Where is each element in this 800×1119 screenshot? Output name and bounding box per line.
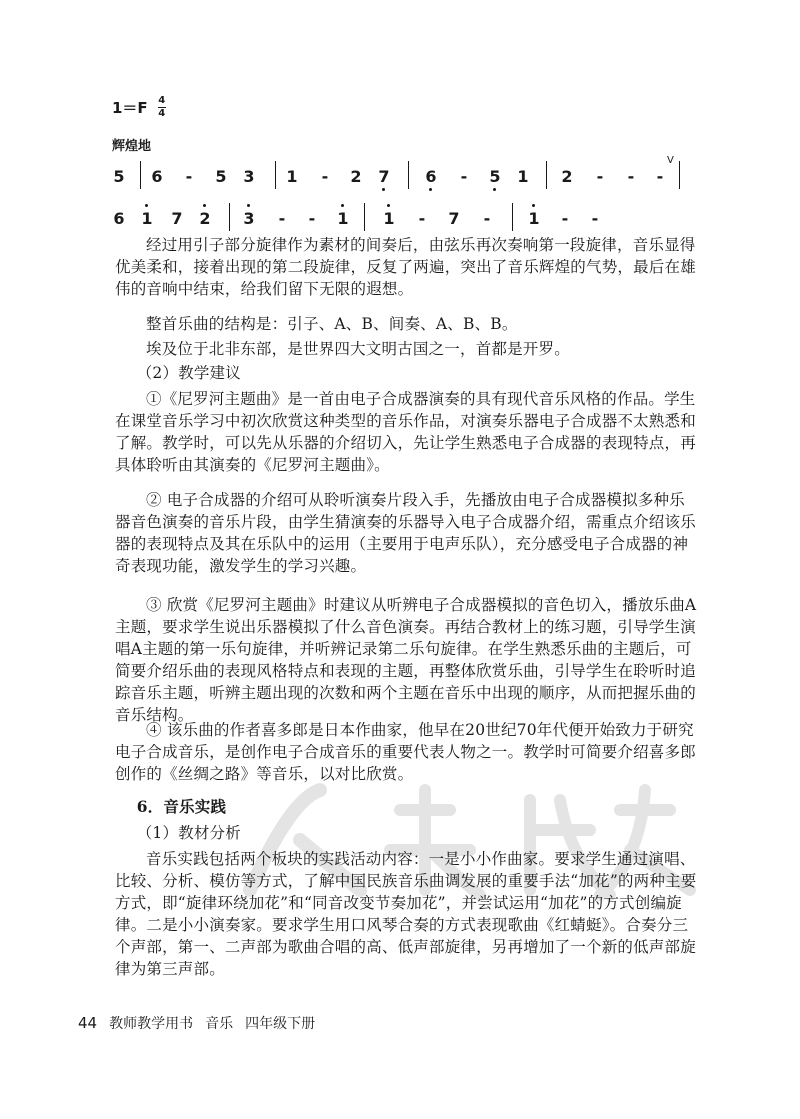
paragraph-egypt bbox=[115, 338, 700, 360]
note: 7 bbox=[378, 167, 390, 186]
subject-label: 音乐 bbox=[205, 1016, 234, 1032]
paragraph-text: ④ 该乐曲的作者喜多郎是日本作曲家，他早在20世纪70年代便开始致力于研究电子合成音乐，是创作电子合成音乐的重要代表人物之一。教学时可简要介绍喜多郎创作的《丝绸之路》等音乐，以对比欣赏。 bbox=[115, 721, 696, 783]
note: - bbox=[418, 209, 426, 228]
note: - bbox=[656, 167, 664, 186]
note: 2 bbox=[199, 209, 211, 228]
note: 6 bbox=[151, 167, 163, 186]
note: 2 bbox=[350, 167, 362, 186]
paragraph-text: 经过用引子部分旋律作为素材的间奏后，由弦乐再次奏响第一段旋律，音乐显得优美柔和，接着出现的第二段旋律，反复了两遍，突出了音乐辉煌的气势，最后在雄伟的音响中结束，给我们留下无限的遐想。 bbox=[115, 236, 696, 298]
note: - bbox=[591, 209, 599, 228]
heading-material-analysis bbox=[115, 822, 700, 844]
note: 3 bbox=[243, 167, 255, 186]
heading-music-practice bbox=[115, 796, 700, 818]
note: 1 bbox=[383, 209, 395, 228]
note: 1 bbox=[141, 209, 153, 228]
note: 1 bbox=[337, 209, 349, 228]
note: - bbox=[627, 167, 635, 186]
notation-line-1 bbox=[112, 155, 692, 197]
paragraph-text: 埃及位于北非东部，是世界四大文明古国之一，首都是开罗。 bbox=[146, 340, 570, 358]
page-number: 44 bbox=[78, 1014, 98, 1032]
paragraph-suggestion-3 bbox=[115, 594, 700, 726]
heading-text: （2）教学建议 bbox=[136, 364, 241, 382]
page-footer bbox=[78, 1013, 315, 1033]
paragraph-interlude bbox=[115, 234, 700, 300]
time-signature bbox=[158, 96, 166, 119]
paragraph-text: 音乐实践包括两个板块的实践活动内容：一是小小作曲家。要求学生通过演唱、比较、分析、模仿等方式，了解中国民族音乐曲调发展的重要手法“加花”的两种主要方式，即“旋律环绕加花”和“同音改变节奏加花”，并尝试运用“加花”的方式创编旋律。二是小小演奏家。要求学生用口风琴合奏的方式表现歌曲《红蜻蜓》。合奏分三个声部，第一、二声部为歌曲合唱的高、低声部旋律，另再增加了一个新的低声部旋律为第三声部。 bbox=[115, 850, 697, 978]
note: 5 bbox=[489, 167, 501, 186]
paragraph-text: ③ 欣赏《尼罗河主题曲》时建议从听辨电子合成器模拟的音色切入，播放乐曲A主题，要求学生说出乐器模拟了什么音色演奏。再结合教材上的练习题，引导学生演唱A主题的第一乐句旋律，并听辨记录第二乐句旋律。在学生熟悉乐曲的主题后，可简要介绍乐曲的表现风格特点和表现的主题，再整体欣赏乐曲，引导学生在聆听时追踪音乐主题，听辨主题出现的次数和两个主题在音乐中出现的顺序，从而把握乐曲的音乐结构。 bbox=[115, 596, 697, 724]
note: - bbox=[460, 167, 468, 186]
breath-mark: V bbox=[667, 155, 674, 166]
paragraph-suggestion-1 bbox=[115, 388, 700, 476]
note: - bbox=[596, 167, 604, 186]
note: 7 bbox=[171, 209, 183, 228]
note: 6 bbox=[425, 167, 437, 186]
note: - bbox=[483, 209, 491, 228]
note: 5 bbox=[113, 167, 125, 186]
paragraph-suggestion-4 bbox=[115, 719, 700, 785]
grade-label: 四年级下册 bbox=[245, 1016, 316, 1032]
tempo-marking: 辉煌地 bbox=[112, 139, 152, 154]
paragraph-text: ② 电子合成器的介绍可从聆听演奏片段入手，先播放由电子合成器模拟多种乐器音色演奏的音乐片段，由学生猜演奏的乐器导入电子合成器介绍，需重点介绍该乐器的表现特点及其在乐队中的运用（主要用于电声乐队），充分感受电子合成器的神奇表现功能，激发学生的学习兴趣。 bbox=[115, 491, 696, 575]
note: 7 bbox=[448, 209, 460, 228]
key-label: 1＝F bbox=[112, 99, 148, 117]
paragraph-suggestion-2 bbox=[115, 489, 700, 577]
note: - bbox=[321, 167, 329, 186]
paragraph-practice bbox=[115, 848, 700, 980]
note: 1 bbox=[517, 167, 529, 186]
time-signature-top: 4 bbox=[158, 95, 166, 106]
note: 1 bbox=[286, 167, 298, 186]
paragraph-text: ①《尼罗河主题曲》是一首由电子合成器演奏的具有现代音乐风格的作品。学生在课堂音乐学习中初次欣赏这种类型的音乐作品，对演奏乐器电子合成器不太熟悉和了解。教学时，可以先从乐器的介绍切入，先让学生熟悉电子合成器的表现特点，再具体聆听由其演奏的《尼罗河主题曲》。 bbox=[115, 390, 696, 474]
note: - bbox=[561, 209, 569, 228]
note: - bbox=[185, 167, 193, 186]
paragraph-structure bbox=[115, 313, 700, 335]
note: 5 bbox=[215, 167, 227, 186]
heading-text: 6．音乐实践 bbox=[136, 797, 227, 816]
heading-text: （1）教材分析 bbox=[136, 824, 241, 842]
time-signature-bottom: 4 bbox=[158, 108, 166, 119]
book-title: 教师教学用书 bbox=[109, 1016, 194, 1032]
key-signature bbox=[112, 96, 166, 119]
paragraph-text: 整首乐曲的结构是：引子、A、B、间奏、A、B、B。 bbox=[146, 315, 518, 333]
note: - bbox=[308, 209, 316, 228]
note: 1 bbox=[528, 209, 540, 228]
note: 6 bbox=[113, 209, 125, 228]
heading-teaching-suggestions bbox=[115, 362, 700, 384]
note: 3 bbox=[243, 209, 255, 228]
note: - bbox=[278, 209, 286, 228]
note: 2 bbox=[561, 167, 573, 186]
